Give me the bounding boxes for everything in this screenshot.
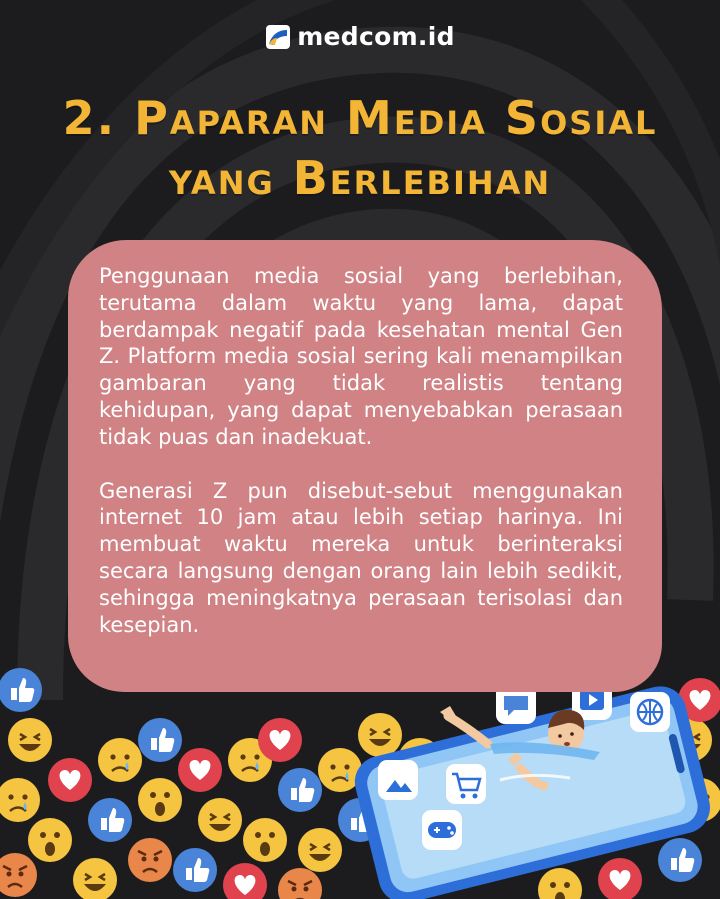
heart-icon xyxy=(48,758,92,802)
thumbs-up-icon xyxy=(173,848,217,892)
wow-icon xyxy=(538,868,582,899)
thumbs-up-icon xyxy=(278,768,322,812)
brand-header xyxy=(0,22,720,51)
haha-icon xyxy=(73,858,117,899)
haha-icon xyxy=(198,798,242,842)
wow-icon xyxy=(28,818,72,862)
haha-icon xyxy=(8,718,52,762)
heart-icon xyxy=(178,748,222,792)
thumbs-up-icon xyxy=(658,838,702,882)
page-title xyxy=(20,88,700,208)
medcom-logo-icon xyxy=(265,24,291,50)
wow-icon xyxy=(243,818,287,862)
heart-icon xyxy=(598,858,642,899)
heart-icon xyxy=(223,863,267,899)
angry-icon xyxy=(278,868,322,899)
title-line-1: 2. Paparan Media Sosial xyxy=(62,91,658,145)
angry-icon xyxy=(128,838,172,882)
paragraph-2: Generasi Z pun disebut-sebut menggunakan internet 10 jam atau lebih setiap harinya. Ini membuat waktu mereka untuk berinteraksi secara langsung dengan orang lain lebih sedikit, sehingga meningkatnya perasaan terisolasi dan kesepian. xyxy=(99,478,623,637)
body-text xyxy=(99,263,623,638)
brand-name: medcom.id xyxy=(297,22,455,51)
thumbs-up-icon xyxy=(88,798,132,842)
haha-icon xyxy=(358,713,402,757)
thumbs-up-icon xyxy=(0,668,42,712)
gamepad-icon xyxy=(422,810,462,850)
thumbs-up-icon xyxy=(138,718,182,762)
wow-icon xyxy=(138,778,182,822)
cart-icon xyxy=(446,764,486,804)
heart-icon xyxy=(258,718,302,762)
title-line-2: yang Berlebihan xyxy=(168,151,552,205)
haha-icon xyxy=(298,828,342,872)
paragraph-1: Penggunaan media sosial yang berlebihan, terutama dalam waktu yang lama, dapat berdampak negatif pada kesehatan mental Gen Z. Platform media sosial sering kali menampilkan gambaran yang tidak realistis tentang kehidupan, yang dapat menyebabkan perasaan tidak puas dan inadekuat. xyxy=(99,264,623,449)
globe-icon xyxy=(630,692,670,732)
sad-icon xyxy=(0,778,40,822)
image-icon xyxy=(378,760,418,800)
angry-icon xyxy=(0,853,37,897)
sad-icon xyxy=(98,738,142,782)
